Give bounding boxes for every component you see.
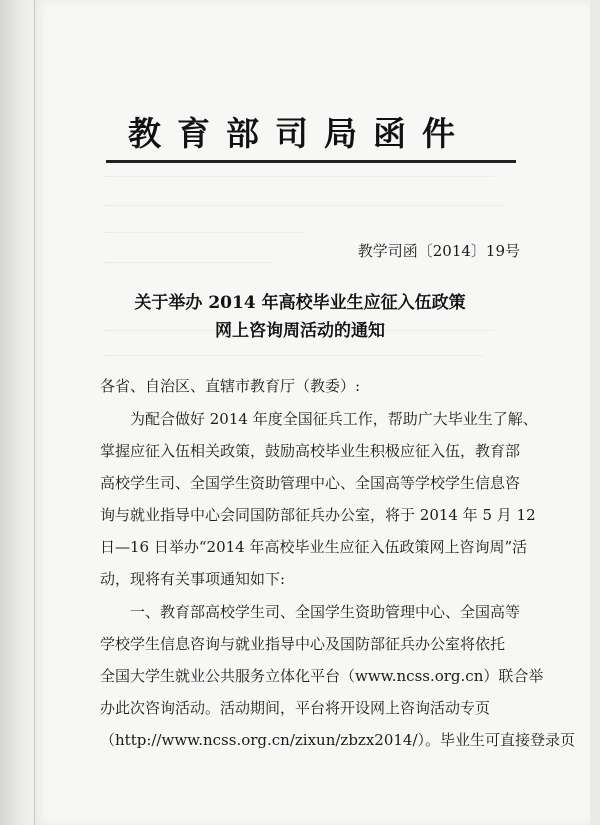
document-number: 教学司函〔2014〕19号 [357,242,520,260]
body-line: 办此次咨询活动。活动期间，平台将开设网上咨询活动专页 [100,699,491,717]
page-gutter-shadow [0,0,36,825]
body-line: 日—16 日举办“2014 年高校毕业生应征入伍政策网上咨询周”活 [100,538,528,556]
body-line: 询与就业指导中心会同国防部征兵办公室，将于 2014 年 5 月 12 [100,506,536,524]
body-line: 全国大学生就业公共服务立体化平台（www.ncss.org.cn）联合举 [100,667,544,685]
salutation: 各省、自治区、直辖市教育厅（教委）: [100,377,361,395]
body-line: 高校学生司、全国学生资助管理中心、全国高等学校学生信息咨 [100,474,521,492]
body-line: 掌握应征入伍相关政策，鼓励高校毕业生积极应征入伍，教育部 [100,442,521,460]
letterhead-title: 教育部司局函件 [128,114,471,153]
body-line: 学校学生信息咨询与就业指导中心及国防部征兵办公室将依托 [100,635,506,653]
document-title-line-1: 关于举办 2014 年高校毕业生应征入伍政策 [134,293,466,313]
letterhead-rule [106,160,516,163]
document-title-line-2: 网上咨询周活动的通知 [215,321,385,341]
body-line: 动，现将有关事项通知如下: [100,570,286,588]
body-line: （http://www.ncss.org.cn/zixun/zbzx2014/）。毕业生可直接登录页 [100,731,576,749]
body-line: 为配合做好 2014 年度全国征兵工作，帮助广大毕业生了解、 [100,410,538,428]
body-line: 一、教育部高校学生司、全国学生资助管理中心、全国高等 [100,603,521,621]
